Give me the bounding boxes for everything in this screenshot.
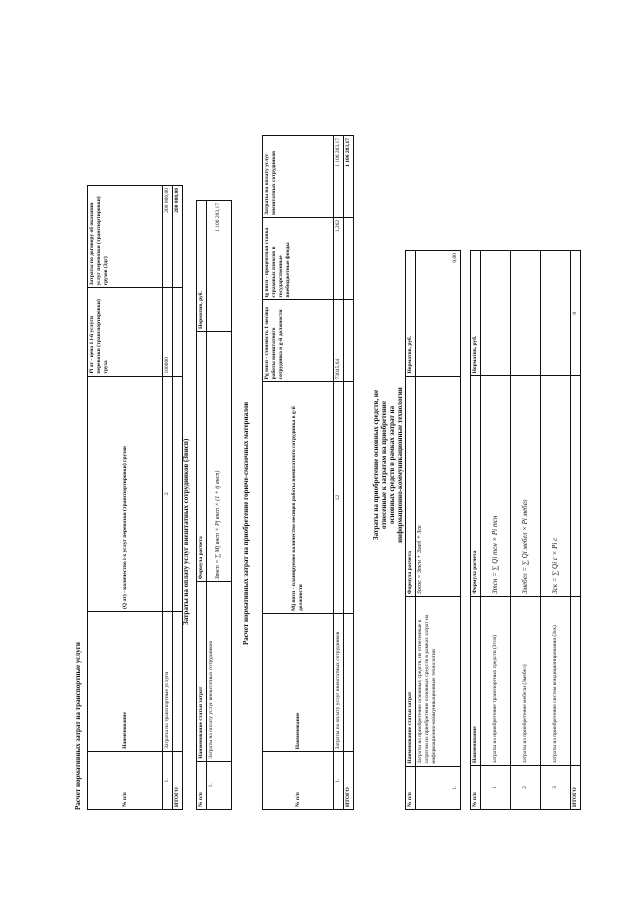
employees-caption: Затраты на оплату услуг внештатных сотрудников (Звнсп) <box>182 438 190 625</box>
col-price: Pi ат - цена 1 i-й услуги перевозки (транспортировки) груза <box>88 288 163 376</box>
table-header-row: № п/п Наименование Mj внсп - планируемое количество месяцев работы внештатного сотрудника в g-й должности Pg внсп - стоимость 1 месяца работы внештатного сотрудника в g-й должности tg внсп - процентная ставка страховых взносов в государственные внебюджетные фонды Затраты на оплату услуг внештатных сотрудников <box>263 136 334 810</box>
transport-table <box>87 185 183 810</box>
formula: Змебел = ∑ Qi мебел × Pi мебел <box>510 376 540 596</box>
formula: Звнсп = ∑ Mj внсп × Pj внсп × (1 + tj внсп) <box>206 331 231 582</box>
table-row: 1. Затраты на оплату услуг внештатных сотрудников Звнсп = ∑ Mj внсп × Pj внсп × (1 + tj внсп) 1 106 203,17 <box>206 201 231 810</box>
table-header-row: № п/п Наименование Формула расчета Норматив, руб. <box>471 251 481 810</box>
col-num: № п/п <box>88 751 163 809</box>
total-label: ИТОГО <box>172 751 182 809</box>
table-row: 1. Затраты на приобретение основных средств, не отнесенные к затратам на приобретение основных средств в рамках затрат на информационно-коммуникационные технологии Зосос = Зтсн + Змеб + Зск 0,00 <box>415 251 460 810</box>
table-header-row: № п/п Наименование статьи затрат Формула расчета Норматив, руб. <box>406 251 416 810</box>
col-name: Наименование <box>88 611 163 751</box>
total-row: ИТОГО 0 <box>570 251 580 810</box>
table-row: 1 затраты на приобретение транспортных средств (Зтсн) Зтсн = ∑ Qi тсн × Pi тсн <box>480 251 510 810</box>
total-row <box>172 186 182 810</box>
formula: Зосос = Зтсн + Змеб + Зск <box>415 376 460 597</box>
fuel-table <box>262 135 354 810</box>
fuel-caption: Расчет нормативных затрат на приобретение горюче-смазочных материалов <box>242 401 250 645</box>
row-name: Затраты на транспортные услуги <box>163 611 173 751</box>
row-total: 200 000,00 <box>163 186 173 288</box>
total-value: 200 000,00 <box>172 186 182 288</box>
col-total: Затраты по договору об оказании услуг перевозки (транспортировки) грузов (Здг) <box>88 186 163 288</box>
table-row <box>163 186 173 810</box>
row-price: 100000 <box>163 288 173 376</box>
row-num: 1. <box>163 751 173 809</box>
formula: Зтсн = ∑ Qi тсн × Pi тсн <box>480 376 510 596</box>
formula: Зск = ∑ Qi c × Pi c <box>540 376 570 596</box>
employees-table <box>196 200 232 810</box>
row-qty: 2 <box>163 376 173 611</box>
table-header-row: № п/п Наименование статьи затрат Формула расчета Норматив, руб. <box>197 201 207 810</box>
fixed-table <box>405 250 461 810</box>
table-row: 3 затраты на приобретение систем кондиционирования (Зск) Зск = ∑ Qi c × Pi c <box>540 251 570 810</box>
col-qty: (Q ат) - количество i-х услуг перевозки (транспортировки) грузов <box>88 376 163 611</box>
total-row: ИТОГО 1 106 203,17 <box>343 136 353 810</box>
table-header-row <box>88 186 163 810</box>
table-row: 2 затраты на приобретение мебели (Змебел) Змебел = ∑ Qi мебел × Pi мебел <box>510 251 540 810</box>
fixed-caption: Затраты на приобретение основных средств, не отнесенные к затратам на приобретение основных средств в рамках затрат на информационно-коммуникационные технологии <box>372 387 404 543</box>
transport-caption: Расчет нормативных затрат на транспортные услуги <box>74 642 82 810</box>
table-row: 1. Затраты на оплату услуг внештатных сотрудников 12 73045,64 1,262 1 106 203,17 <box>334 136 344 810</box>
items-table <box>470 250 581 810</box>
